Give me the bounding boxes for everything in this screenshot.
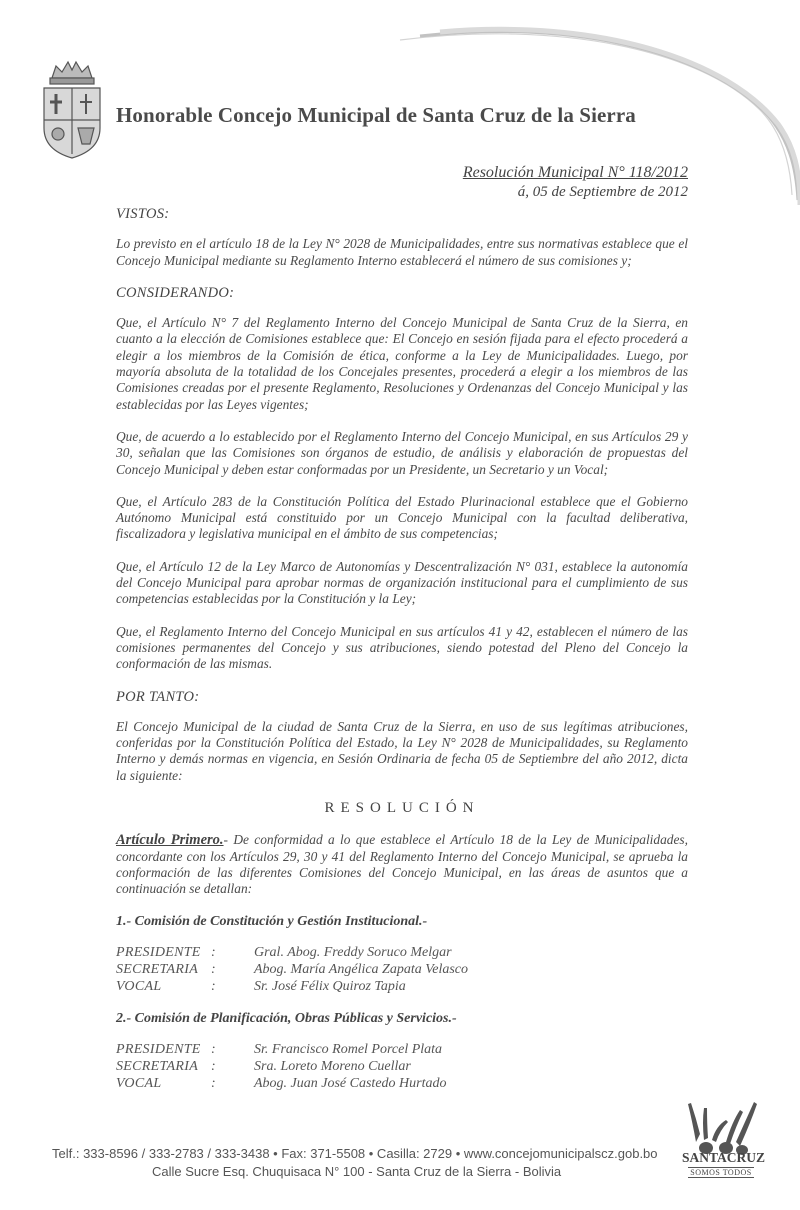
article-text: - De conformidad a lo que establece el Artículo 18 de la Ley de Municipalidades, concordante con los Artículos 29, 30 y 41 del Reglamento Interno del Concejo Municipal, se aprueba la conformación de las diferentes Comisiones del Concejo Municipal, en las áreas de asuntos que a continuación se detallan:: [116, 832, 688, 897]
member-colon: :: [211, 1076, 216, 1092]
commission-block: [116, 914, 688, 995]
member-name: Sr. Francisco Romel Porcel Plata: [254, 1042, 443, 1058]
member-row: [116, 961, 688, 978]
vistos-heading: VISTOS:: [116, 206, 170, 222]
considerando-heading: CONSIDERANDO:: [116, 284, 235, 301]
resolution-block: [463, 164, 688, 201]
member-role: SECRETARIA: [116, 961, 199, 977]
member-row: [116, 1041, 688, 1058]
member-name: Abog. María Angélica Zapata Velasco: [254, 961, 468, 977]
commission-block: [116, 1011, 688, 1092]
member-row: [116, 1058, 688, 1075]
member-row: [116, 1075, 688, 1092]
resolucion-heading: RESOLUCIÓN: [324, 800, 480, 817]
por-tanto-heading: POR TANTO:: [116, 688, 200, 705]
council-title: Honorable Concejo Municipal de Santa Cruz de la Sierra: [116, 103, 636, 127]
member-name: Sr. José Félix Quiroz Tapia: [254, 978, 406, 994]
logo-main-text: SANTACRUZ: [682, 1150, 766, 1165]
resolution-date: á, 05 de Septiembre de 2012: [517, 184, 688, 200]
member-list: [116, 944, 688, 995]
member-name: Gral. Abog. Freddy Soruco Melgar: [254, 944, 452, 960]
member-role: PRESIDENTE: [116, 1042, 201, 1058]
considerando-paragraph: Que, el Artículo 12 de la Ley Marco de Autonomías y Descentralización N° 031, establece la autonomía del Concejo Municipal para aprobar normas de organización institucional para el cumplimiento de sus competencias establecidas por la Constitución y la Ley;: [116, 558, 688, 607]
member-role: VOCAL: [116, 978, 162, 994]
article-primero: [116, 832, 688, 897]
member-colon: :: [211, 1042, 216, 1058]
member-name: Abog. Juan José Castedo Hurtado: [254, 1076, 447, 1092]
member-role: PRESIDENTE: [116, 944, 201, 960]
considerando-paragraph: Que, el Artículo N° 7 del Reglamento Interno del Concejo Municipal de Santa Cruz de la Sierra, en cuanto a la elección de Comisiones establece que: El Concejo en sesión fijada para el efecto procederá a elegir a los miembros de la Comisión de ética, conforme a la Ley de Municipalidades. Luego, por mayoría absoluta de la totalidad de los Concejales presentes, procederá a elegir a los miembros de las Comisiones creadas por el presente Reglamento, Resoluciones y Ordenanzas del Concejo Municipal y las establecidas por las Leyes vigentes;: [116, 315, 688, 412]
footer-contact: Telf.: 333-8596 / 333-2783 / 333-3438 • Fax: 371-5508 • Casilla: 2729 • www.concejomunicipalscz.gob.bo: [52, 1146, 658, 1161]
footer-address: Calle Sucre Esq. Chuquisaca N° 100 - Santa Cruz de la Sierra - Bolivia: [152, 1164, 562, 1179]
document-body: [116, 206, 688, 1092]
member-row: [116, 978, 688, 995]
member-colon: :: [211, 1059, 216, 1075]
member-name: Sra. Loreto Moreno Cuellar: [254, 1059, 411, 1075]
vistos-text: Lo previsto en el artículo 18 de la Ley N° 2028 de Municipalidades, entre sus normativas establece que el Concejo Municipal mediante su Reglamento Interno establecerá el número de sus comisiones y;: [116, 236, 688, 268]
commission-title: 1.- Comisión de Constitución y Gestión Institucional.-: [116, 913, 428, 929]
member-role: VOCAL: [116, 1076, 162, 1092]
member-colon: :: [211, 978, 216, 994]
logo-text: [682, 1150, 766, 1178]
por-tanto-text: El Concejo Municipal de la ciudad de Santa Cruz de la Sierra, en uso de sus legítimas atribuciones, conferidas por la Constitución Política del Estado, la Ley N° 2028 de Municipalidades, su Reglamento Interno y demás normas en vigencia, en Sesión Ordinaria de fecha 05 de Septiembre del año 2012, dicta la siguiente:: [116, 718, 688, 783]
considerando-paragraph: Que, de acuerdo a lo establecido por el Reglamento Interno del Concejo Municipal, en sus Artículos 29 y 30, señalan que las Comisiones son órganos de estudio, de análisis y elaboración de propuestas del Concejo Municipal y deben estar conformadas por un Presidente, un Secretario y un Vocal;: [116, 428, 688, 477]
member-role: SECRETARIA: [116, 1059, 199, 1075]
member-colon: :: [211, 944, 216, 960]
member-row: [116, 944, 688, 961]
member-colon: :: [211, 961, 216, 977]
commission-title: 2.- Comisión de Planificación, Obras Públicas y Servicios.-: [116, 1010, 457, 1026]
article-label: Artículo Primero.: [116, 832, 224, 849]
resolution-number: Resolución Municipal N° 118/2012: [462, 164, 688, 181]
logo-sub-text: SOMOS TODOS: [688, 1167, 754, 1178]
considerando-paragraph: Que, el Artículo 283 de la Constitución Política del Estado Plurinacional establece que el Gobierno Autónomo Municipal está constituido por un Concejo Municipal con la facultad deliberativa, fiscalizadora y legislativa municipal en el ámbito de sus competencias;: [116, 493, 688, 542]
considerando-paragraph: Que, el Reglamento Interno del Concejo Municipal en sus artículos 41 y 42, establecen el número de las comisiones permanentes del Concejo y sus atribuciones, siendo potestad del Pleno del Concejo la conformación de las mismas.: [116, 623, 688, 672]
member-list: [116, 1041, 688, 1092]
coat-of-arms-icon: [38, 58, 106, 162]
